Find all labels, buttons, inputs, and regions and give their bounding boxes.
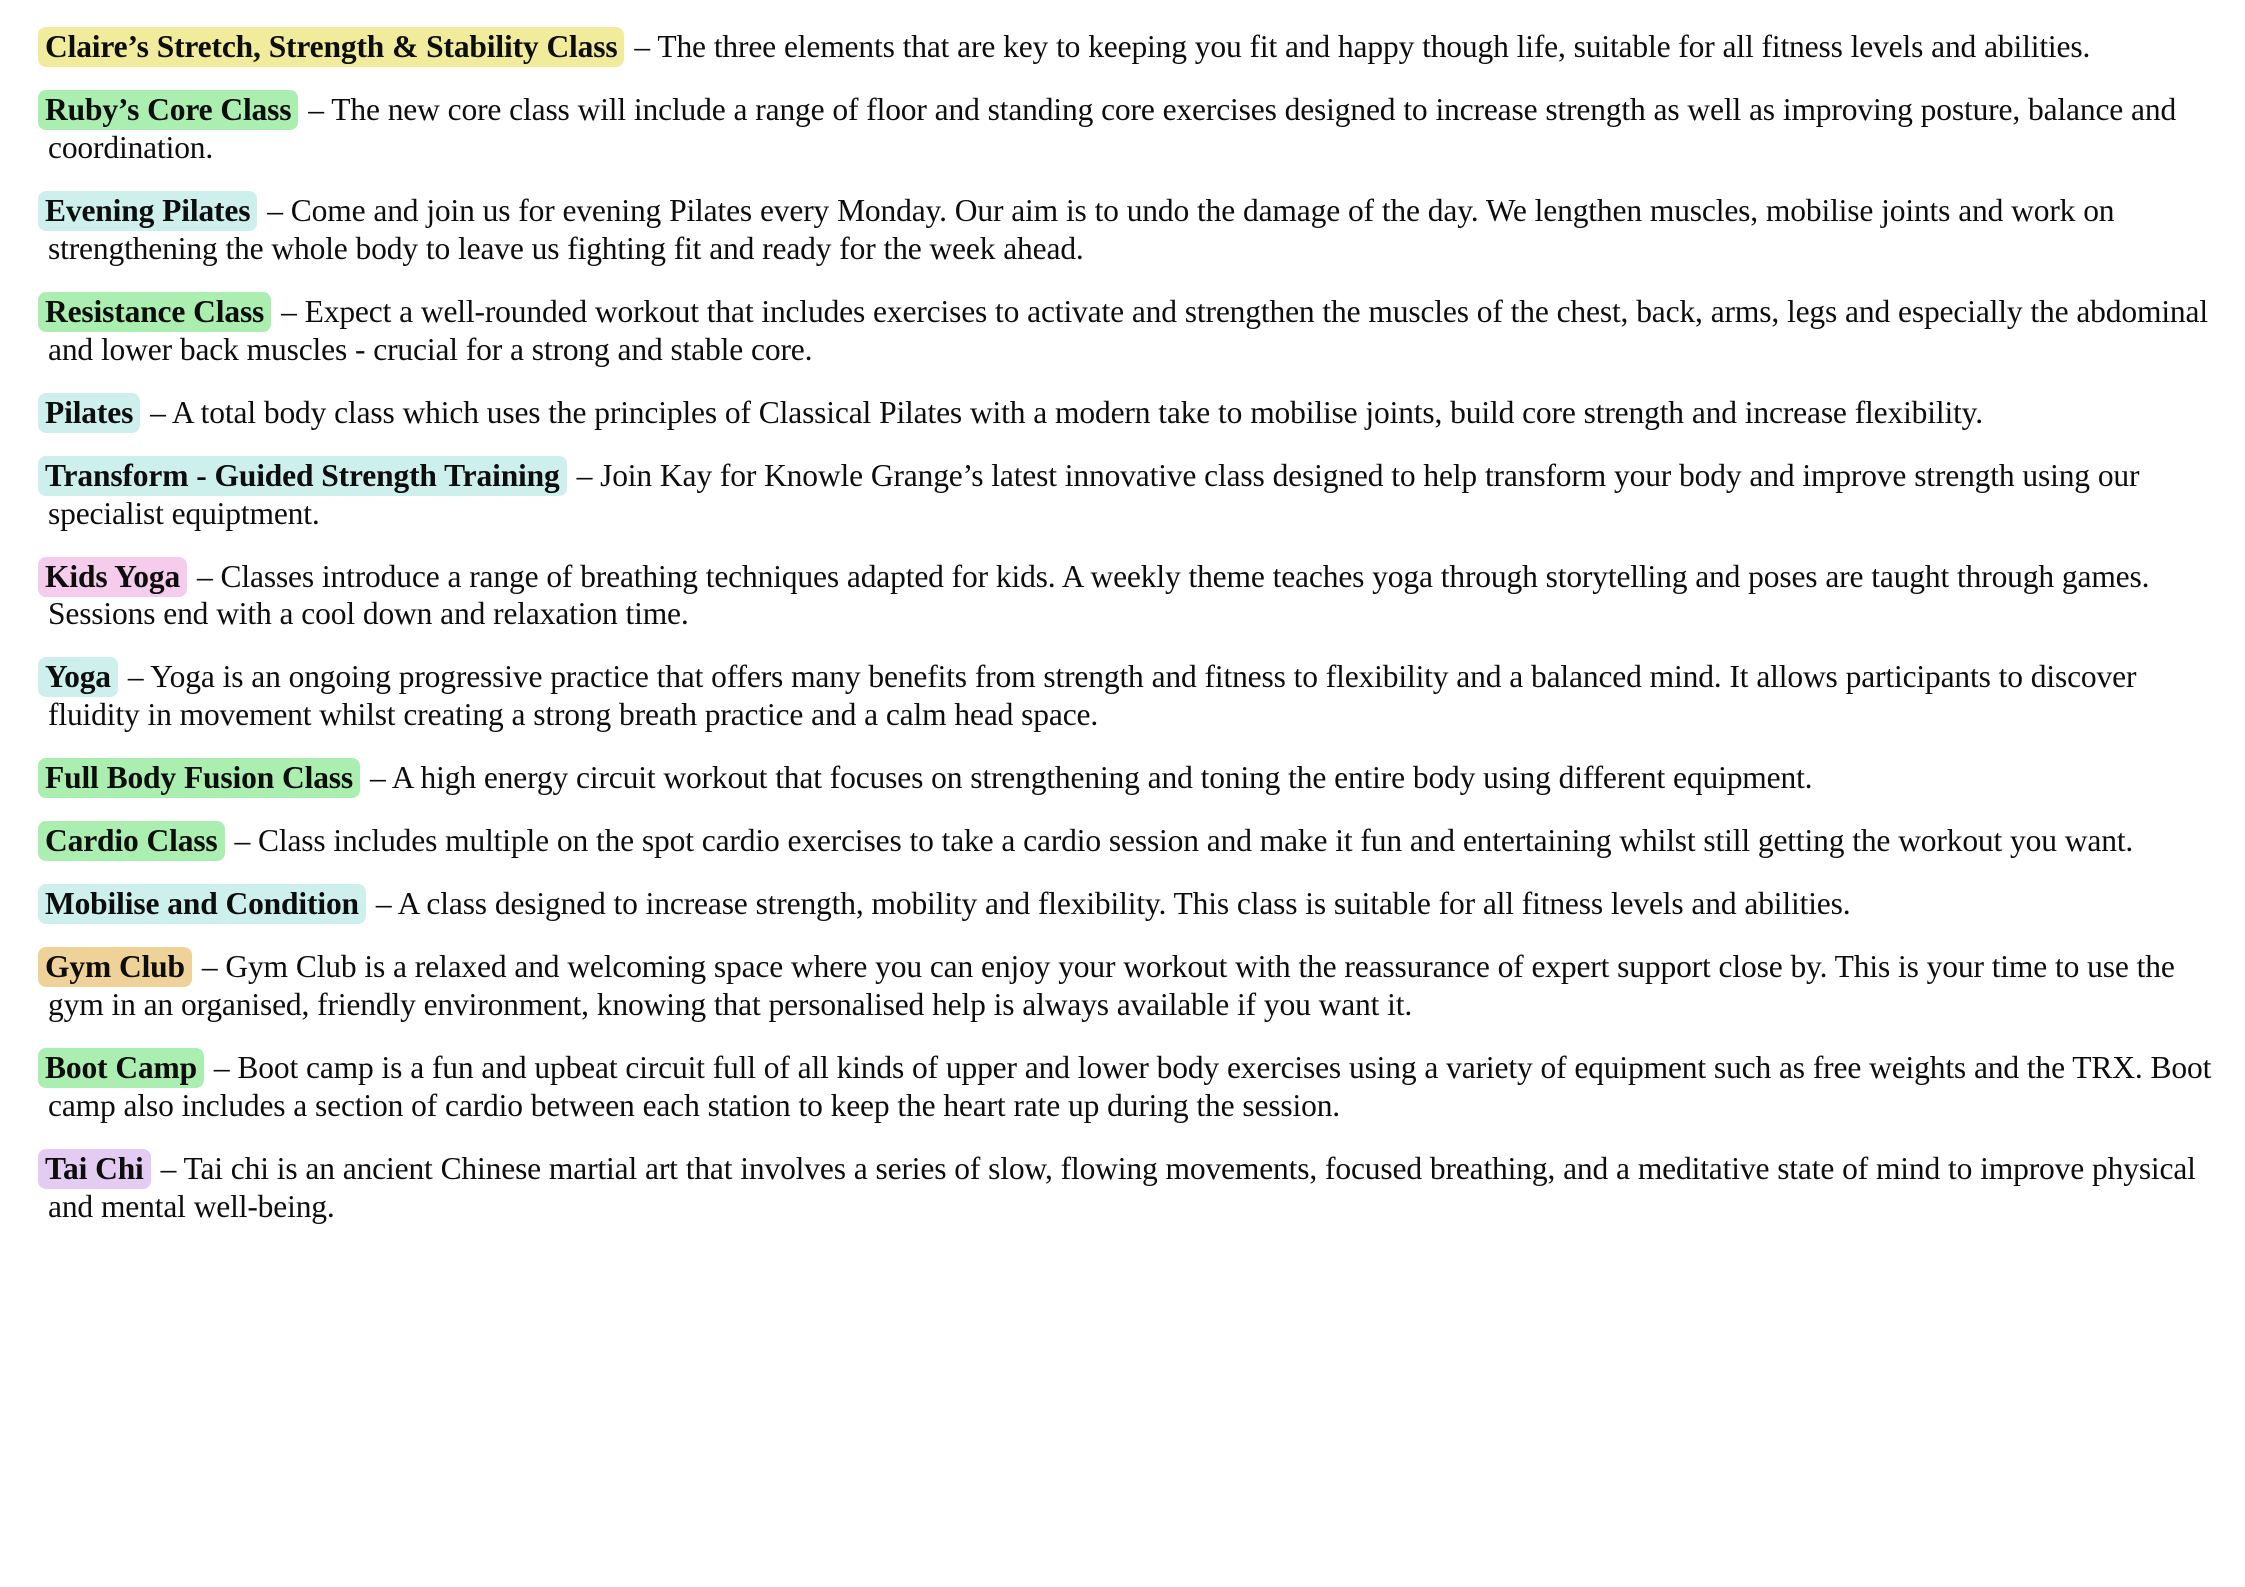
class-entry: [30, 885, 2215, 923]
class-entry: [30, 822, 2215, 860]
class-name-highlight: Full Body Fusion Class: [38, 758, 360, 798]
class-entry: [30, 948, 2215, 1024]
class-description: – Tai chi is an ancient Chinese martial art that involves a series of slow, flowing movements, focused breathing, and a meditative state of mind to improve physical and mental well-being.: [48, 1151, 2196, 1224]
class-description: – The three elements that are key to keeping you fit and happy though life, suitable for all fitness levels and abilities.: [626, 29, 2091, 64]
class-entry: [30, 759, 2215, 797]
class-entry: [30, 1049, 2215, 1125]
class-name-highlight: Claire’s Stretch, Strength & Stability Class: [38, 27, 624, 67]
class-description: – Gym Club is a relaxed and welcoming space where you can enjoy your workout with the reassurance of expert support close by. This is your time to use the gym in an organised, friendly environment, knowing that personalised help is always available if you want it.: [48, 949, 2175, 1023]
class-name-highlight: Gym Club: [38, 947, 192, 987]
class-name-highlight: Resistance Class: [38, 292, 271, 332]
class-description: – Yoga is an ongoing progressive practice that offers many benefits from strength and fitness to flexibility and a balanced mind. It allows participants to discover fluidity in movement whilst creating a strong breath practice and a calm head space.: [48, 659, 2137, 733]
class-entry: [30, 558, 2215, 634]
class-name-highlight: Ruby’s Core Class: [38, 90, 298, 130]
class-name-highlight: Mobilise and Condition: [38, 884, 366, 924]
class-description: – Classes introduce a range of breathing techniques adapted for kids. A weekly theme teaches yoga through storytelling and poses are taught through games. Sessions end with a cool down and relaxation time.: [48, 558, 2150, 632]
class-description: – A total body class which uses the principles of Classical Pilates with a modern take to mobilise joints, build core strength and increase flexibility.: [142, 394, 1983, 430]
class-entry: [30, 91, 2215, 167]
class-description: – A high energy circuit workout that focuses on strengthening and toning the entire body using different equipment.: [362, 760, 1813, 796]
class-entry: [30, 394, 2215, 432]
class-entry: [30, 192, 2215, 268]
class-name-highlight: Yoga: [38, 657, 118, 697]
class-name-highlight: Pilates: [38, 393, 140, 433]
class-entry-list: [30, 28, 2215, 1226]
class-name-highlight: Tai Chi: [38, 1149, 151, 1189]
class-description: – A class designed to increase strength, mobility and flexibility. This class is suitable for all fitness levels and abilities.: [367, 886, 1851, 922]
class-entry: [30, 1150, 2215, 1226]
class-name-highlight: Evening Pilates: [38, 191, 257, 231]
class-entry: [30, 658, 2215, 734]
class-description: – Expect a well-rounded workout that includes exercises to activate and strengthen the muscles of the chest, back, arms, legs and especially the abdominal and lower back muscles - crucial for a strong and stable core.: [48, 293, 2208, 367]
class-entry: [30, 457, 2215, 533]
class-name-highlight: Transform - Guided Strength Training: [38, 456, 567, 496]
class-entry: [30, 293, 2215, 369]
class-description: – Join Kay for Knowle Grange’s latest innovative class designed to help transform your body and improve strength using our specialist equiptment.: [48, 457, 2140, 531]
class-name-highlight: Boot Camp: [38, 1048, 204, 1088]
class-description: – Come and join us for evening Pilates every Monday. Our aim is to undo the damage of the day. We lengthen muscles, mobilise joints and work on strengthening the whole body to leave us fighting fit and ready for the week ahead.: [48, 192, 2115, 266]
class-name-highlight: Cardio Class: [38, 821, 225, 861]
class-description: – Boot camp is a fun and upbeat circuit full of all kinds of upper and lower body exercises using a variety of equipment such as free weights and the TRX. Boot camp also includes a section of cardio between each station to keep the heart rate up during the session.: [48, 1050, 2212, 1124]
class-description: – The new core class will include a range of floor and standing core exercises designed to increase strength as well as improving posture, balance and coordination.: [48, 91, 2177, 165]
class-name-highlight: Kids Yoga: [38, 557, 187, 597]
class-description: – Class includes multiple on the spot cardio exercises to take a cardio session and make it fun and entertaining whilst still getting the workout you want.: [226, 823, 2134, 859]
class-entry: [30, 28, 2215, 66]
